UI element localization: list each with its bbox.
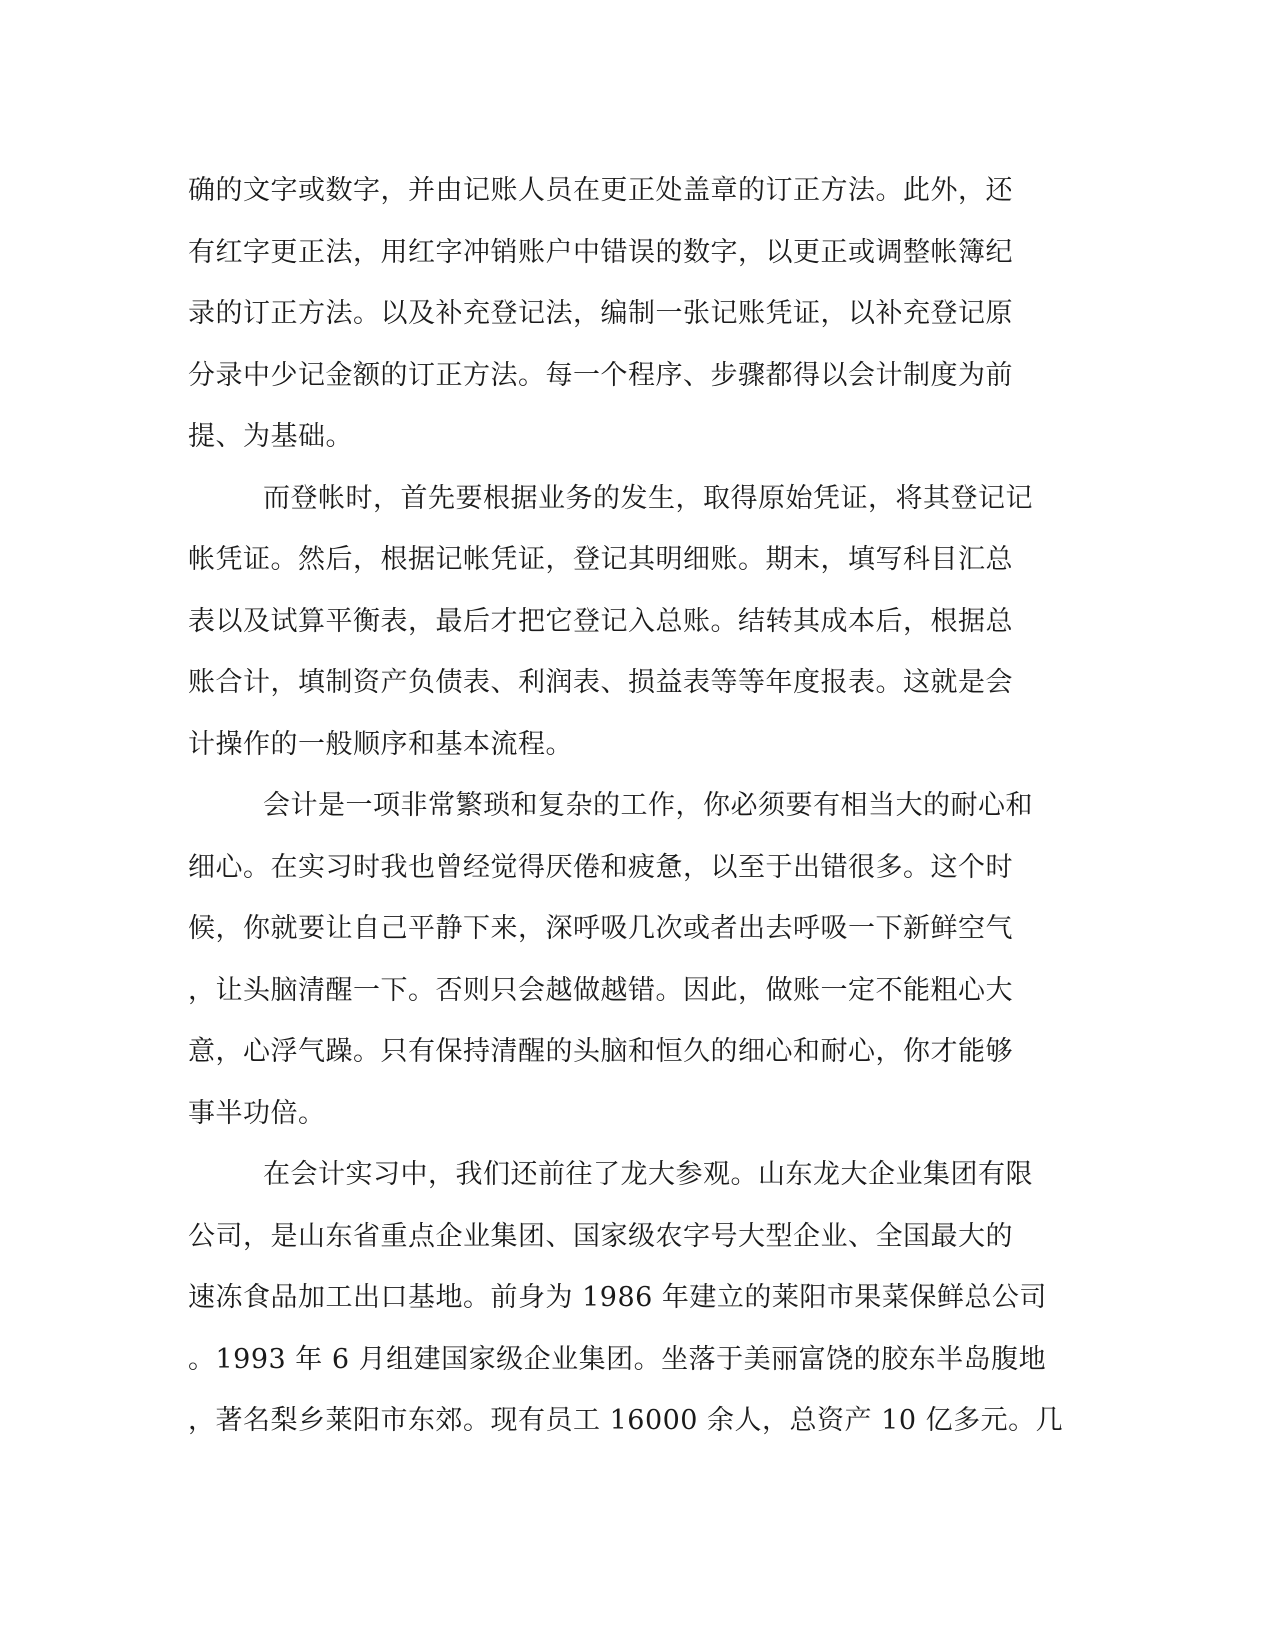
text-line: 。1993 年 6 月组建国家级企业集团。坐落于美丽富饶的胶东半岛腹地 [188,1343,1047,1375]
text-line: 确的文字或数字，并由记账人员在更正处盖章的订正方法。此外，还 [188,175,1013,206]
text-line: 事半功倍。 [188,1097,326,1129]
text-line: 录的订正方法。以及补充登记法，编制一张记账凭证，以补充登记原 [188,298,1013,329]
text-line: 有红字更正法，用红字冲销账户中错误的数字，以更正或调整帐簿纪 [188,236,1013,268]
text-line: 提、为基础。 [188,421,353,452]
text-line: 速冻食品加工出口基地。前身为 1986 年建立的莱阳市果菜保鲜总公司 [188,1282,1047,1313]
paragraph-first-line: 在会计实习中，我们还前往了龙大参观。山东龙大企业集团有限 [263,1159,1033,1190]
text-line: ，著名梨乡莱阳市东郊。现有员工 16000 余人，总资产 10 亿多元。几 [188,1405,1064,1436]
body-text [188,160,1068,1452]
text-line: 公司，是山东省重点企业集团、国家级农字号大型企业、全国最大的 [188,1220,1013,1252]
text-line: 候，你就要让自己平静下来，深呼吸几次或者出去呼吸一下新鲜空气 [188,913,1013,944]
text-line: 细心。在实习时我也曾经觉得厌倦和疲惫，以至于出错很多。这个时 [188,851,1013,883]
text-line: 帐凭证。然后，根据记帐凭证，登记其明细账。期末，填写科目汇总 [188,544,1013,575]
paragraph-first-line: 而登帐时，首先要根据业务的发生，取得原始凭证，将其登记记 [263,482,1033,514]
paragraph-first-line: 会计是一项非常繁琐和复杂的工作，你必须要有相当大的耐心和 [263,790,1033,821]
text-line: 计操作的一般顺序和基本流程。 [188,728,573,760]
text-line: 账合计，填制资产负债表、利润表、损益表等等年度报表。这就是会 [188,667,1013,698]
text-line: ，让头脑清醒一下。否则只会越做越错。因此，做账一定不能粗心大 [188,974,1013,1006]
text-line: 分录中少记金额的订正方法。每一个程序、步骤都得以会计制度为前 [188,359,1013,391]
text-line: 表以及试算平衡表，最后才把它登记入总账。结转其成本后，根据总 [188,605,1013,637]
text-line: 意，心浮气躁。只有保持清醒的头脑和恒久的细心和耐心，你才能够 [188,1036,1013,1067]
